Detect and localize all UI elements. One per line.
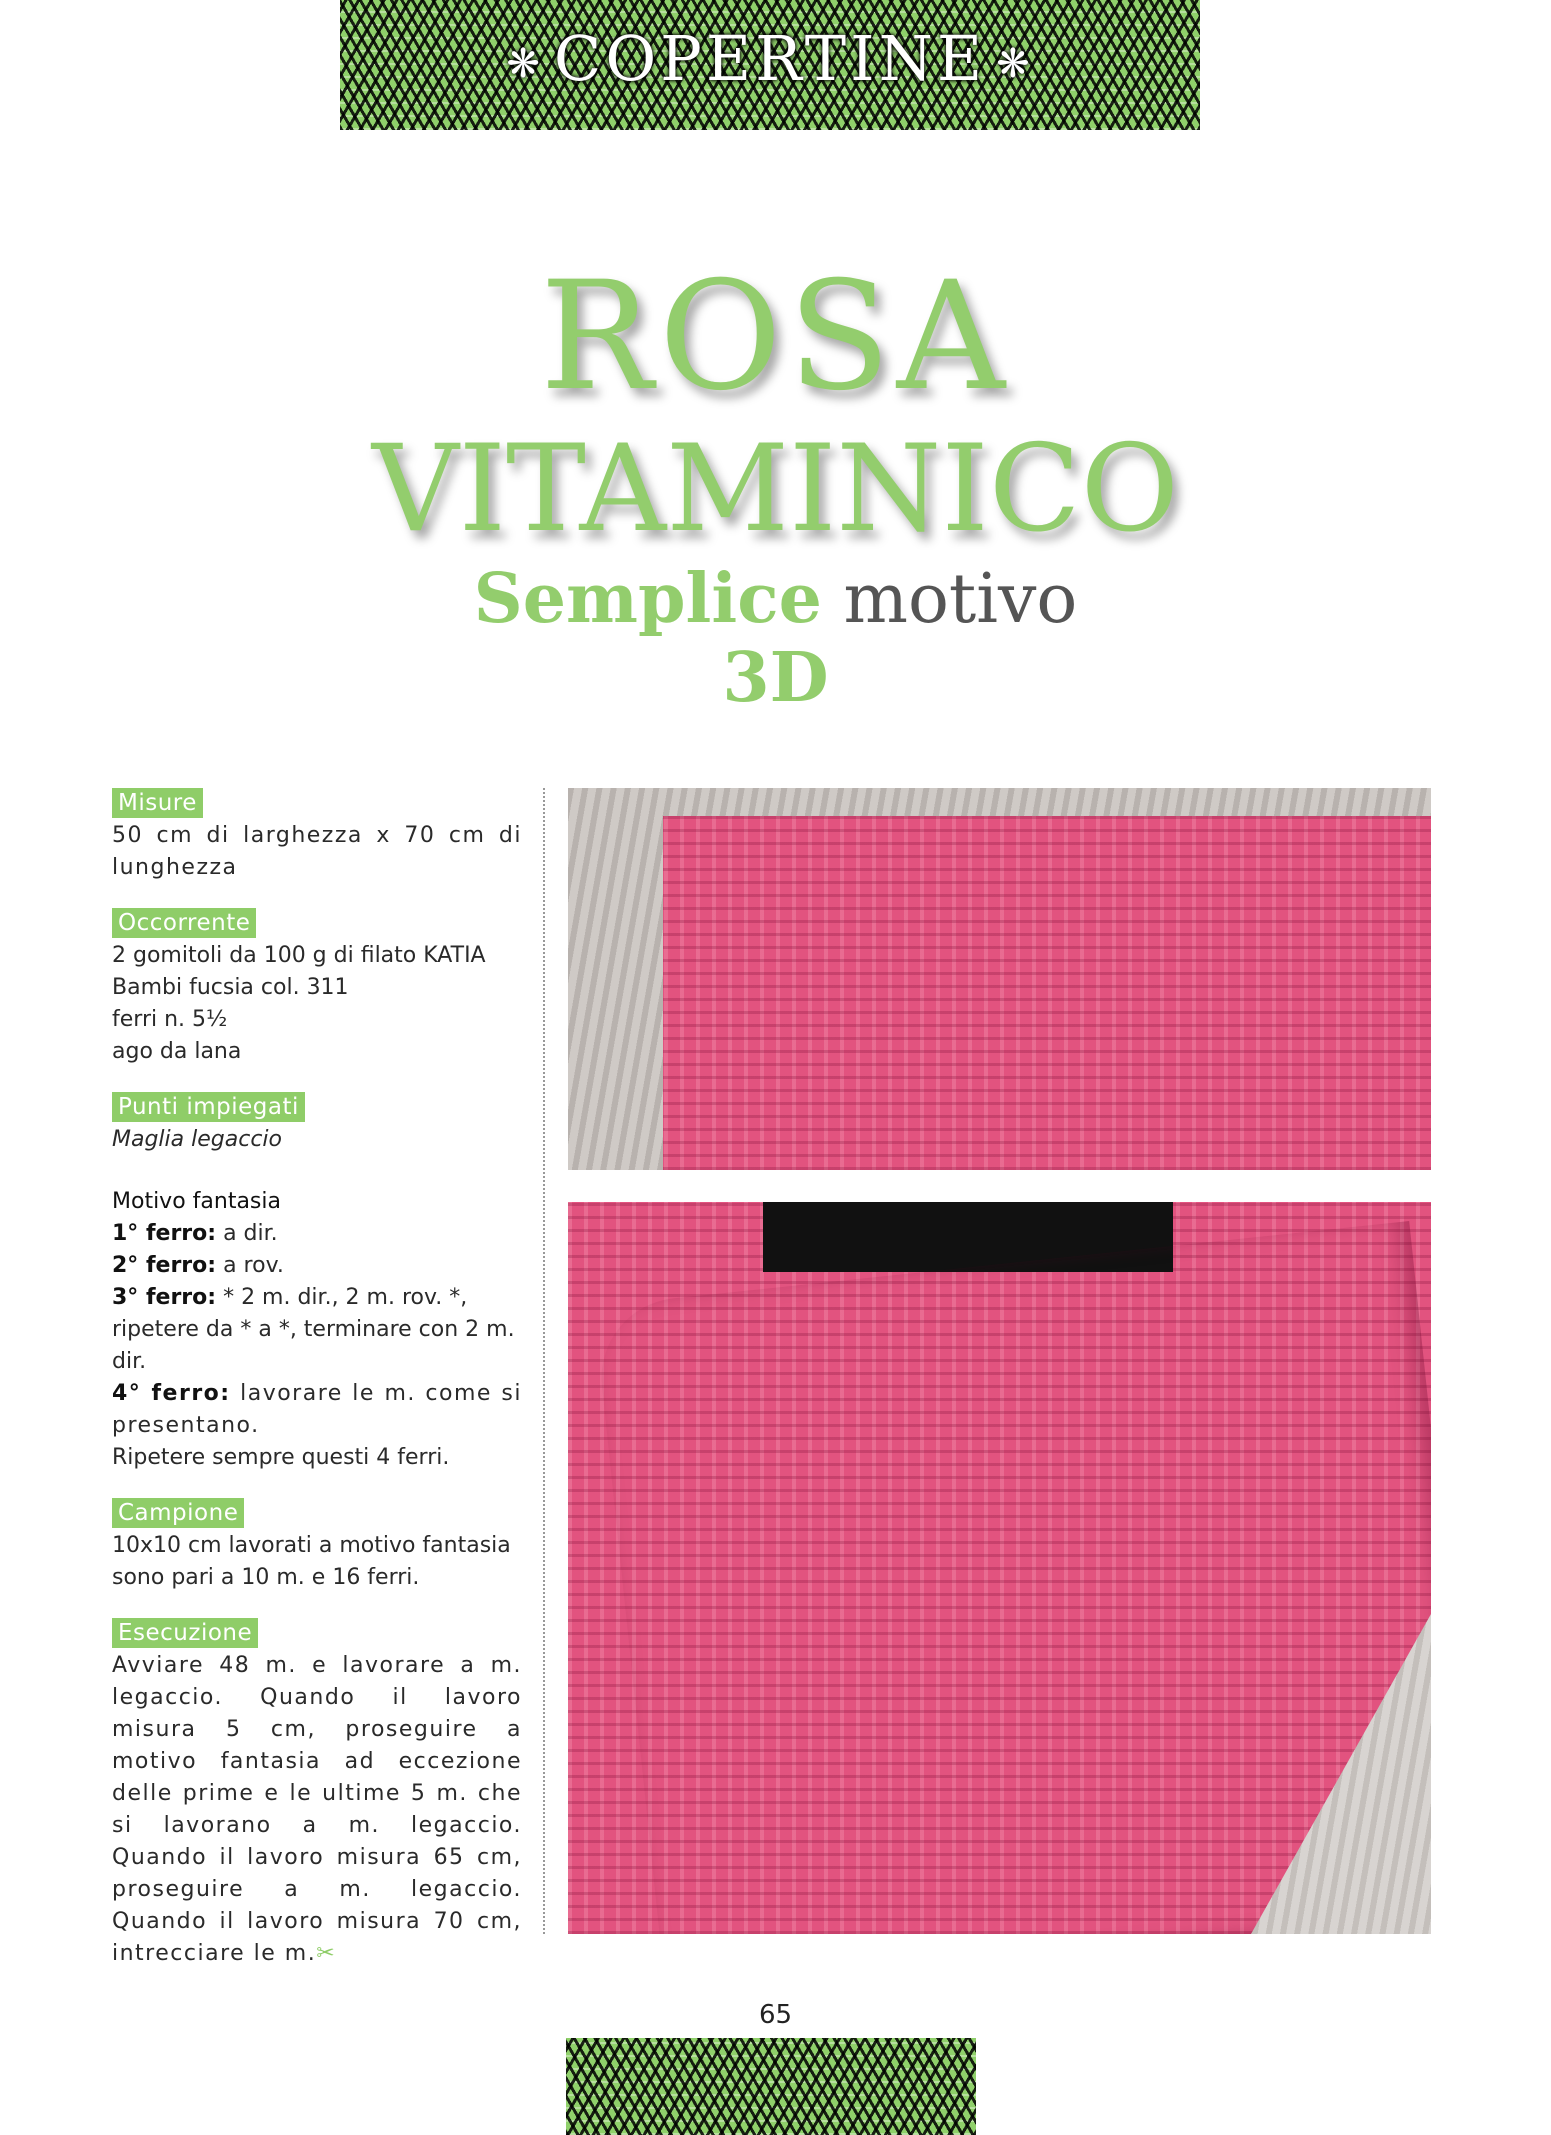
instructions-column <box>112 788 522 1994</box>
occorrente-section <box>112 908 522 1068</box>
footer-knit-band <box>566 2038 976 2135</box>
misure-label: Misure <box>112 788 203 818</box>
flower-icon: ❋ <box>506 40 544 87</box>
step-key: 2° ferro: <box>112 1253 217 1278</box>
section-title: COPERTINE <box>553 22 987 95</box>
motivo-heading: Motivo fantasia <box>112 1189 281 1214</box>
column-divider <box>543 788 545 1934</box>
title-line-1: ROSA <box>540 250 1011 424</box>
punti-label: Punti impiegati <box>112 1092 305 1122</box>
misure-section <box>112 788 522 884</box>
occorrente-line: ago da lana <box>112 1039 242 1064</box>
step-value: a dir. <box>216 1221 278 1246</box>
punti-section <box>112 1092 522 1156</box>
motivo-step <box>112 1218 522 1250</box>
wood-floor <box>568 788 1431 816</box>
occorrente-line: 2 gomitoli da 100 g di filato KATIA <box>112 943 486 968</box>
subtitle <box>0 560 1551 718</box>
occorrente-line: ferri n. 5½ <box>112 1007 228 1032</box>
occorrente-label: Occorrente <box>112 908 256 938</box>
esecuzione-label: Esecuzione <box>112 1618 258 1648</box>
flower-icon: ❋ <box>996 40 1034 87</box>
step-value: a rov. <box>216 1253 284 1278</box>
motivo-section <box>112 1186 522 1474</box>
title-line-2: VITAMINICO <box>371 420 1180 559</box>
section-tag <box>340 22 1200 95</box>
step-value: * 2 m. dir., 2 m. rov. *, ripetere da * a *, terminare con 2 m. dir. <box>112 1285 515 1374</box>
occorrente-line: Bambi fucsia col. 311 <box>112 975 349 1000</box>
motivo-step <box>112 1250 522 1282</box>
campione-section <box>112 1498 522 1594</box>
punti-text: Maglia legaccio <box>112 1127 282 1152</box>
subtitle-3d: 3D <box>722 638 829 718</box>
motivo-step <box>112 1378 522 1442</box>
subtitle-gray: motivo <box>843 560 1078 639</box>
misure-text: 50 cm di larghezza x 70 cm di lunghezza <box>112 823 522 880</box>
wood-floor <box>568 788 663 1170</box>
blanket-photo-top <box>568 788 1431 1170</box>
motivo-step <box>112 1282 522 1378</box>
campione-label: Campione <box>112 1498 244 1528</box>
motivo-repeat: Ripetere sempre questi 4 ferri. <box>112 1445 450 1470</box>
step-value: lavorare le m. come si presentano. <box>112 1381 522 1438</box>
subtitle-green: Semplice <box>473 559 822 639</box>
folded-corner <box>594 1221 1431 1934</box>
campione-text: 10x10 cm lavorati a motivo fantasia sono pari a 10 m. e 16 ferri. <box>112 1533 511 1590</box>
step-key: 4° ferro: <box>112 1381 231 1406</box>
esecuzione-text <box>112 1650 522 1970</box>
esecuzione-section <box>112 1618 522 1970</box>
page-number: 65 <box>758 2000 793 2030</box>
step-key: 3° ferro: <box>112 1285 217 1310</box>
blanket-photo-bottom <box>568 1202 1431 1934</box>
scissors-icon: ✂ <box>316 1941 337 1966</box>
step-key: 1° ferro: <box>112 1221 217 1246</box>
header-knit-band <box>340 0 1200 130</box>
esecuzione-body: Avviare 48 m. e lavorare a m. legaccio. Quando il lavoro misura 5 cm, proseguire a motivo fantasia ad eccezione delle prime e le ultime 5 m. che si lavorano a m. legaccio. Quando il lavoro misura 65 cm, proseguire a m. legaccio. Quando il lavoro misura 70 cm, intrecciare le m. <box>112 1653 522 1966</box>
